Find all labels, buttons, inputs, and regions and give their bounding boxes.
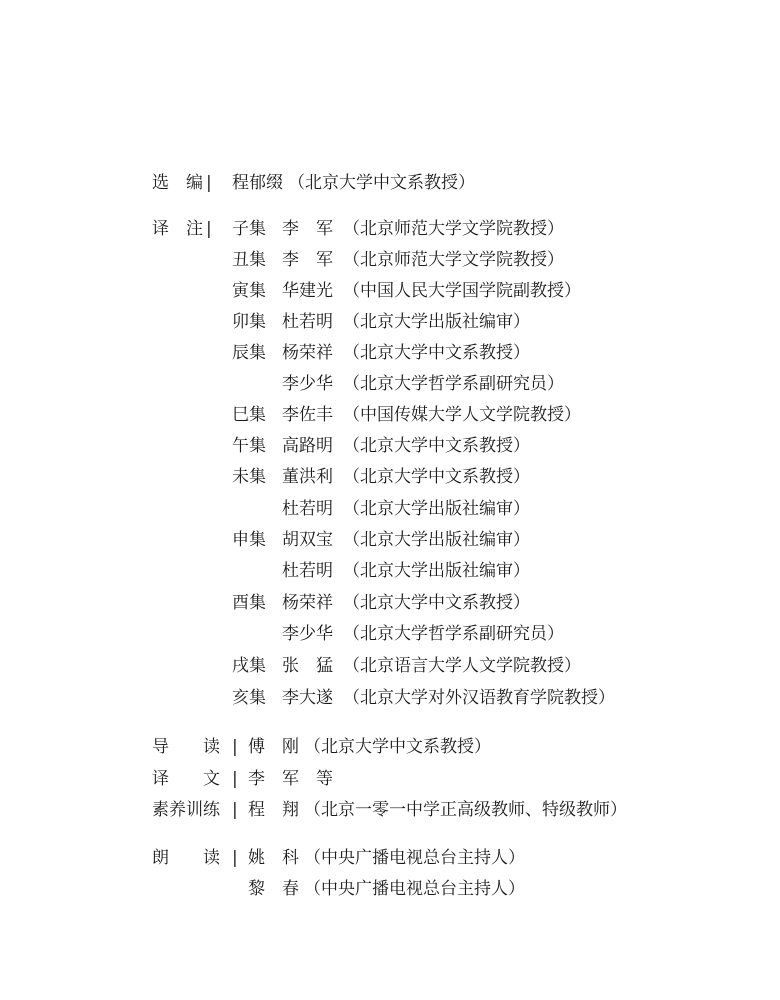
annotator-name: 李大遂 [282,688,333,708]
annotator-affiliation: （北京大学对外汉语教育学院教授） [343,688,615,708]
annotator-name: 杜若明 [282,499,333,519]
collection-label: 申集 [232,530,266,550]
reader-affiliation: （中央广播电视总台主持人） [304,879,525,899]
annotator-name: 李佐丰 [282,405,333,425]
reader-name: 黎 春 [248,879,299,899]
annotator-affiliation: （北京语言大学人文学院教授） [343,656,581,676]
training-separator: | [232,800,238,820]
annotator-affiliation: （北京大学中文系教授） [343,467,530,487]
guide-separator: | [232,737,238,757]
annotator-affiliation: （中国人民大学国学院副教授） [343,281,581,301]
annotator-affiliation: （北京大学出版社编审） [343,530,530,550]
annotator-name: 杨荣祥 [282,343,333,363]
collection-label: 未集 [232,467,266,487]
annotator-affiliation: （北京大学中文系教授） [343,436,530,456]
reading-separator: | [232,848,238,868]
collection-label: 辰集 [232,343,266,363]
annotator-name: 高路明 [282,436,333,456]
collection-label: 寅集 [232,281,266,301]
annotator-name: 张 猛 [282,656,333,676]
guide-role: 导 读 [152,737,220,757]
annotator-affiliation: （中国传媒大学人文学院教授） [343,405,581,425]
editor-name: 程郁缀 [232,173,283,193]
annotator-name: 李 军 [282,250,333,270]
collection-label: 午集 [232,436,266,456]
collection-label: 亥集 [232,688,266,708]
translation-role: 译 文 [152,769,220,789]
editor-role: 选 编 [152,173,203,193]
translation-separator: | [232,769,238,789]
annotation-role: 译 注 [152,219,203,239]
annotator-name: 胡双宝 [282,530,333,550]
annotator-name: 董洪利 [282,467,333,487]
guide-affiliation: （北京大学中文系教授） [304,737,491,757]
annotator-name: 李 军 [282,219,333,239]
annotator-affiliation: （北京大学中文系教授） [343,593,530,613]
collection-label: 子集 [232,219,266,239]
reader-name: 姚 科 [248,848,299,868]
annotator-affiliation: （北京师范大学文学院教授） [343,219,564,239]
annotator-name: 李少华 [282,374,333,394]
collection-label: 巳集 [232,405,266,425]
collection-label: 酉集 [232,593,266,613]
reading-role: 朗 读 [152,848,220,868]
annotator-name: 李少华 [282,624,333,644]
annotator-affiliation: （北京大学出版社编审） [343,561,530,581]
annotator-affiliation: （北京大学出版社编审） [343,499,530,519]
annotation-separator: | [206,219,212,239]
collection-label: 卯集 [232,312,266,332]
collection-label: 戌集 [232,656,266,676]
editor-separator: | [206,173,212,193]
reader-affiliation: （中央广播电视总台主持人） [304,848,525,868]
annotator-affiliation: （北京师范大学文学院教授） [343,250,564,270]
annotator-affiliation: （北京大学哲学系副研究员） [343,624,564,644]
guide-name: 傅 刚 [248,737,299,757]
collection-label: 丑集 [232,250,266,270]
annotator-affiliation: （北京大学中文系教授） [343,343,530,363]
translation-name: 李 军 等 [248,769,333,789]
training-role: 素养训练 [152,800,220,820]
annotator-affiliation: （北京大学哲学系副研究员） [343,374,564,394]
annotator-name: 杜若明 [282,561,333,581]
annotator-name: 杜若明 [282,312,333,332]
annotator-name: 华建光 [282,281,333,301]
training-name: 程 翔 [248,800,299,820]
annotator-name: 杨荣祥 [282,593,333,613]
annotator-affiliation: （北京大学出版社编审） [343,312,530,332]
training-affiliation: （北京一零一中学正高级教师、特级教师） [304,800,627,820]
editor-affiliation: （北京大学中文系教授） [288,173,475,193]
